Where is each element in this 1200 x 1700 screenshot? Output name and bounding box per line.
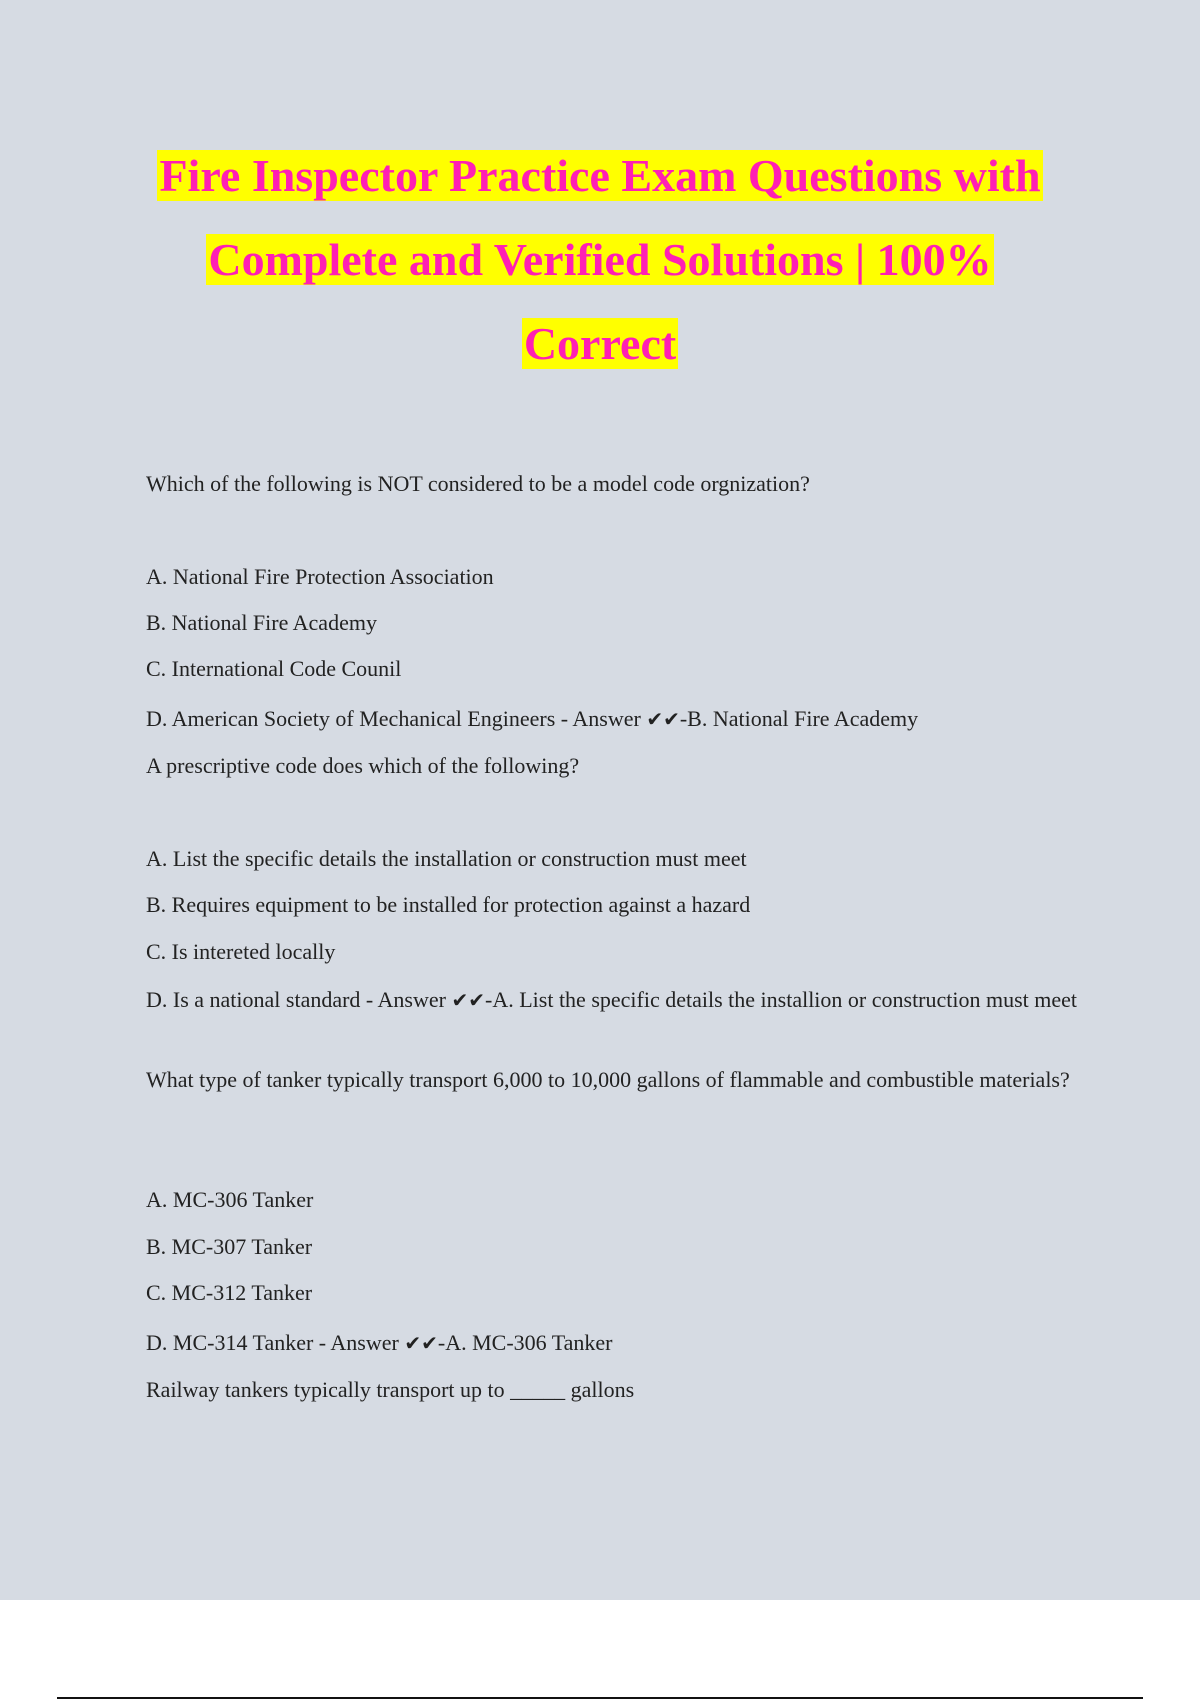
question-3-answer: -A. MC-306 Tanker: [437, 1330, 613, 1355]
footer-divider: [57, 1697, 1143, 1699]
question-3-option-a: A. MC-306 Tanker: [146, 1187, 314, 1212]
question-3-option-c: C. MC-312 Tanker: [146, 1280, 313, 1305]
question-2-answer: -A. List the specific details the installion or construction must meet: [485, 987, 1078, 1012]
question-1-option-b: B. National Fire Academy: [146, 610, 377, 635]
question-2-option-d: D. Is a national standard - Answer: [146, 987, 446, 1012]
question-1-text: Which of the following is NOT considered to be a model code orgnization?: [146, 471, 810, 496]
document-title: [100, 134, 1100, 386]
question-2-option-b: B. Requires equipment to be installed for protection against a hazard: [146, 892, 751, 917]
check-mark-icon: ✔✔: [646, 707, 680, 731]
question-3-option-b: B. MC-307 Tanker: [146, 1234, 313, 1259]
question-1-option-d-answer: [146, 703, 1086, 735]
check-mark-icon: ✔✔: [451, 988, 485, 1012]
check-mark-icon: ✔✔: [404, 1331, 438, 1355]
question-1-answer: -B. National Fire Academy: [679, 706, 919, 731]
question-3-text: What type of tanker typically transport 6,000 to 10,000 gallons of flammable and combustible materials?: [146, 1067, 1070, 1092]
page-footer: [0, 1600, 1200, 1700]
question-2-text: A prescriptive code does which of the following?: [146, 753, 580, 778]
question-4-text: Railway tankers typically transport up to _____ gallons: [146, 1377, 635, 1402]
question-1-option-a: A. National Fire Protection Association: [146, 564, 494, 589]
title-line-3: Correct: [523, 318, 677, 369]
question-1-option-d: D. American Society of Mechanical Engineers - Answer: [146, 706, 641, 731]
question-3-option-d-answer: [146, 1327, 1086, 1359]
question-2-option-c: C. Is intereted locally: [146, 939, 336, 964]
question-1-option-c: C. International Code Counil: [146, 656, 402, 681]
question-2-option-d-answer: [146, 984, 1086, 1016]
title-line-2: Complete and Verified Solutions | 100%: [208, 234, 992, 285]
question-3-option-d: D. MC-314 Tanker - Answer: [146, 1330, 399, 1355]
question-2-option-a: A. List the specific details the installation or construction must meet: [146, 846, 747, 871]
title-line-1: Fire Inspector Practice Exam Questions with: [159, 150, 1041, 201]
